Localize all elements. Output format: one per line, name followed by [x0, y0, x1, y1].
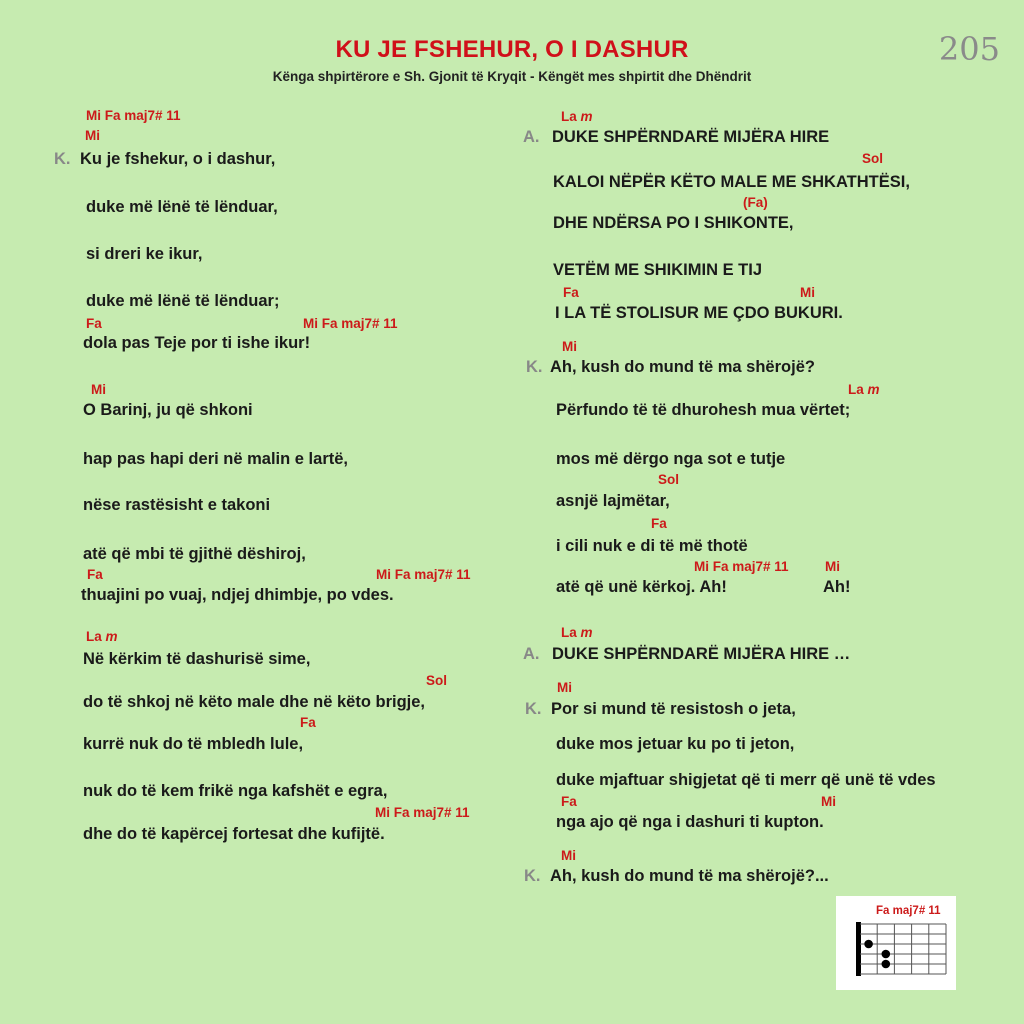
chord-finger-dot [882, 950, 891, 959]
chord-label: Mi [800, 285, 815, 300]
lyric-line: Ku je fshekur, o i dashur, [80, 150, 276, 168]
chord-diagram-graphic [836, 896, 956, 990]
verse-marker-a: A. [523, 645, 540, 663]
lyric-line: kurrë nuk do të mbledh lule, [83, 735, 304, 753]
lyric-line: Në kërkim të dashurisë sime, [83, 650, 311, 668]
page-number: 205 [938, 30, 1000, 68]
chord-finger-dot [882, 960, 891, 969]
lyric-line: duke mjaftuar shigjetat që ti merr që unë të vdes [556, 771, 936, 789]
lyric-line: dola pas Teje por ti ishe ikur! [83, 334, 311, 352]
lyric-line: DHE NDËRSA PO I SHIKONTE, [553, 214, 794, 232]
verse-marker-k: K. [524, 867, 541, 885]
lyric-line: Por si mund të resistosh o jeta, [551, 700, 796, 718]
chord-label: (Fa) [743, 195, 768, 210]
chord-label: Mi [825, 559, 840, 574]
chord-label: Mi [562, 339, 577, 354]
chord-label: Mi [85, 128, 100, 143]
lyric-line: I LA TË STOLISUR ME ÇDO BUKURI. [555, 304, 843, 322]
lyric-line: asnjë lajmëtar, [556, 492, 670, 510]
lyric-line: duke më lënë të lënduar; [86, 292, 280, 310]
chord-label: Mi Fa maj7# 11 [694, 559, 789, 574]
lyric-line: nuk do të kem frikë nga kafshët e egra, [83, 782, 388, 800]
lyric-line: Përfundo të të dhurohesh mua vërtet; [556, 401, 851, 419]
chord-label: Mi Fa maj7# 11 [375, 805, 470, 820]
lyric-line: thuajini po vuaj, ndjej dhimbje, po vdes. [81, 586, 394, 604]
chord-label: Fa [86, 316, 102, 331]
chord-label: Mi Fa maj7# 11 [303, 316, 398, 331]
lyric-line: Ah, kush do mund të ma shërojë?... [550, 867, 829, 885]
chord-label: Sol [862, 151, 884, 166]
chord-label: Fa [651, 516, 667, 531]
lyric-line: O Barinj, ju që shkoni [83, 401, 253, 419]
chord-label: La m [86, 629, 118, 644]
chord-finger-dot [864, 940, 873, 949]
lyric-line: mos më dërgo nga sot e tutje [556, 450, 786, 468]
chord-label: Fa [563, 285, 579, 300]
verse-marker-k: K. [525, 700, 542, 718]
verse-marker-k: K. [54, 150, 71, 168]
chord-label: Mi [557, 680, 572, 695]
chord-label: Mi Fa maj7# 11 [376, 567, 471, 582]
chord-diagram-label: Fa maj7# 11 [876, 905, 941, 917]
song-title: KU JE FSHEHUR, O I DASHUR [335, 36, 689, 63]
chord-label: Fa [300, 715, 316, 730]
chord-label: Fa [561, 794, 577, 809]
chord-label: La m [561, 625, 593, 640]
chord-label: La m [848, 382, 880, 397]
lyric-line: Ah, kush do mund të ma shërojë? [550, 358, 815, 376]
lyric-line: DUKE SHPËRNDARË MIJËRA HIRE … [552, 645, 851, 663]
lyric-line: si dreri ke ikur, [86, 245, 203, 263]
lyric-line: i cili nuk e di të më thotë [556, 537, 748, 555]
lyric-line: do të shkoj në këto male dhe në këto brigje, [83, 693, 425, 711]
chord-label: Mi [91, 382, 106, 397]
lyric-line: hap pas hapi deri në malin e lartë, [83, 450, 348, 468]
chord-label: La m [561, 109, 593, 124]
lyric-line: DUKE SHPËRNDARË MIJËRA HIRE [552, 128, 830, 146]
verse-marker-a: A. [523, 128, 540, 146]
chord-label: Mi [561, 848, 576, 863]
chord-label: Sol [426, 673, 448, 688]
chord-label: Sol [658, 472, 680, 487]
chord-diagram [836, 896, 956, 990]
lyric-line: atë që mbi të gjithë dëshiroj, [83, 545, 306, 563]
lyric-line: nga ajo që nga i dashuri ti kupton. [556, 813, 824, 831]
lyric-line: VETËM ME SHIKIMIN E TIJ [553, 261, 763, 279]
lyric-line: nëse rastësisht e takoni [83, 496, 271, 514]
chord-label: Mi Fa maj7# 11 [86, 108, 181, 123]
fretboard-grid [856, 922, 946, 976]
lyric-line: duke mos jetuar ku po ti jeton, [556, 735, 795, 753]
verse-marker-k: K. [526, 358, 543, 376]
lyric-line: dhe do të kapërcej fortesat dhe kufijtë. [83, 825, 385, 843]
chord-nut [856, 922, 861, 976]
song-subtitle: Kënga shpirtërore e Sh. Gjonit të Kryqit - Këngët mes shpirtit dhe Dhëndrit [272, 69, 752, 84]
lyric-line: atë që unë kërkoj. Ah! [556, 578, 727, 596]
lyric-line: Ah! [823, 578, 851, 596]
chord-label: Mi [821, 794, 836, 809]
chord-label: Fa [87, 567, 103, 582]
lyric-line: KALOI NËPËR KËTO MALE ME SHKATHTËSI, [553, 173, 910, 191]
lyric-line: duke më lënë të lënduar, [86, 198, 278, 216]
